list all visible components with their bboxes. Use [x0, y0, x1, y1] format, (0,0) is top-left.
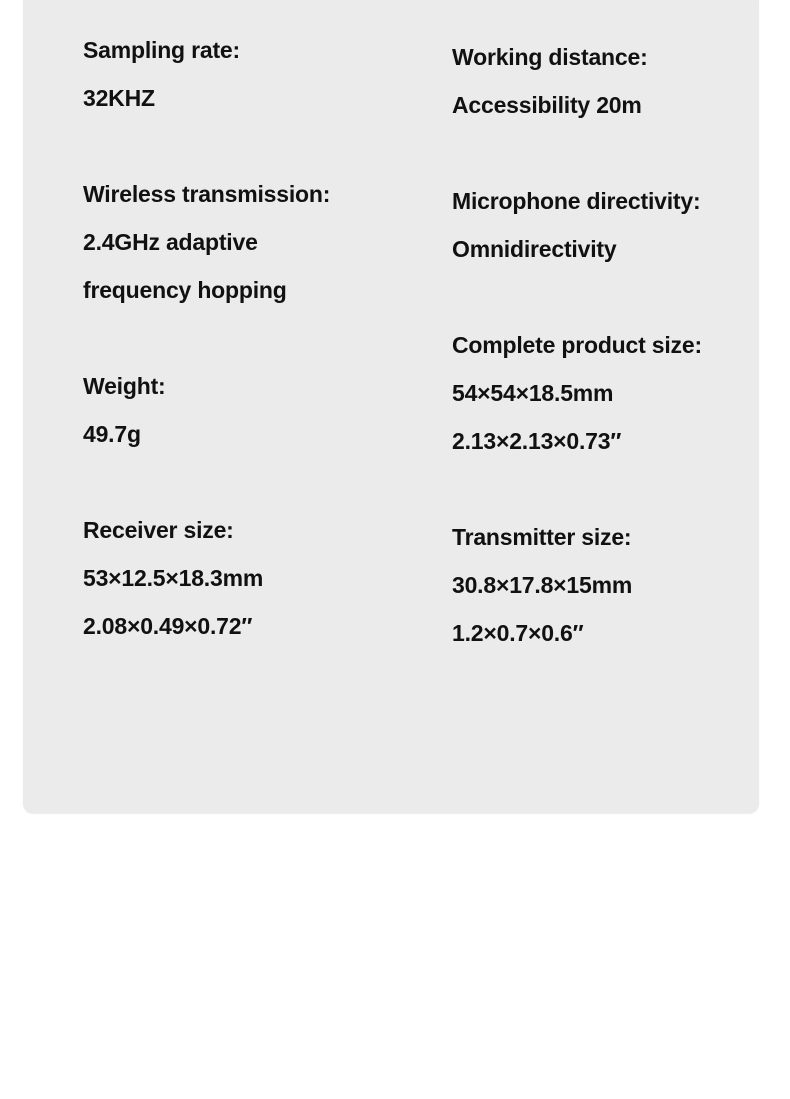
- spec-value: Omnidirectivity: [452, 236, 617, 262]
- spec-label: Microphone directivity:: [452, 188, 701, 214]
- spec-value: 1.2×0.7×0.6″: [452, 620, 584, 646]
- spec-weight: [83, 362, 166, 458]
- spec-value: 53×12.5×18.3mm: [83, 565, 264, 591]
- spec-working-distance: [452, 33, 648, 129]
- spec-value: frequency hopping: [83, 277, 287, 303]
- spec-value: 2.4GHz adaptive: [83, 229, 258, 255]
- spec-value: 49.7g: [83, 421, 141, 447]
- spec-label: Receiver size:: [83, 517, 234, 543]
- spec-label: Wireless transmission:: [83, 181, 331, 207]
- spec-label: Weight:: [83, 373, 166, 399]
- spec-receiver-size: [83, 506, 263, 650]
- spec-label: Working distance:: [452, 44, 648, 70]
- spec-value: 54×54×18.5mm: [452, 380, 614, 406]
- spec-sampling-rate: [83, 26, 240, 122]
- spec-wireless-transmission: [83, 170, 330, 314]
- spec-microphone-directivity: [452, 177, 700, 273]
- spec-label: Transmitter size:: [452, 524, 632, 550]
- spec-value: Accessibility 20m: [452, 92, 642, 118]
- spec-value: 30.8×17.8×15mm: [452, 572, 633, 598]
- spec-value: 2.13×2.13×0.73″: [452, 428, 622, 454]
- spec-value: 2.08×0.49×0.72″: [83, 613, 253, 639]
- spec-value: 32KHZ: [83, 85, 155, 111]
- spec-complete-product-size: [452, 321, 702, 465]
- spec-label: Sampling rate:: [83, 37, 240, 63]
- spec-transmitter-size: [452, 513, 632, 657]
- spec-label: Complete product size:: [452, 332, 702, 358]
